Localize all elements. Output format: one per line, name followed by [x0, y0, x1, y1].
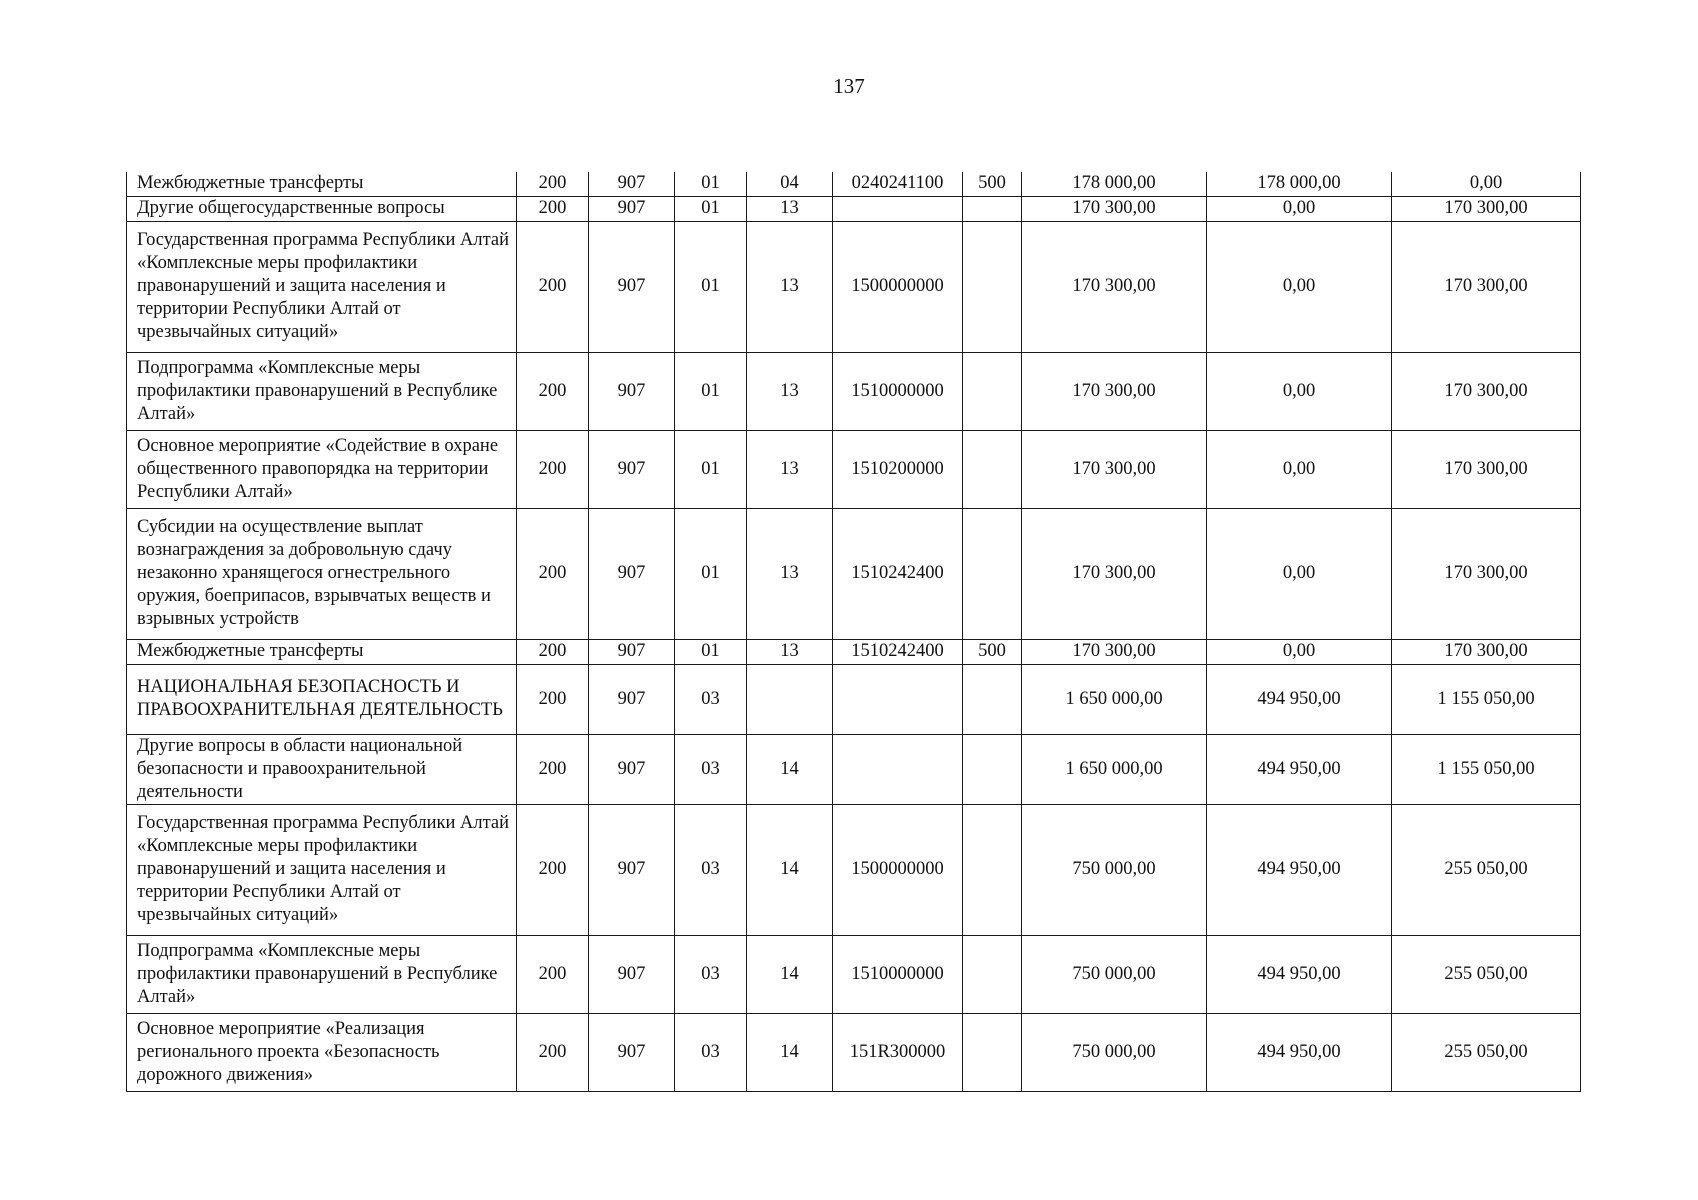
row-name-cell: Государственная программа Республики Алтай «Комплексные меры профилактики правонарушений и защита населения и территории Республики Алтай от чрезвычайных ситуаций» — [127, 804, 517, 935]
expense-type-cell: 500 — [963, 172, 1022, 196]
table-row — [127, 172, 1581, 196]
total-amount-cell: 1 650 000,00 — [1022, 664, 1207, 734]
subsection-cell: 13 — [747, 352, 833, 430]
section-cell: 03 — [675, 804, 747, 935]
row-name-cell: Межбюджетные трансферты — [127, 172, 517, 196]
row-name-cell: НАЦИОНАЛЬНАЯ БЕЗОПАСНОСТЬ И ПРАВООХРАНИТЕЛЬНАЯ ДЕЯТЕЛЬНОСТЬ — [127, 664, 517, 734]
page-number: 137 — [833, 74, 865, 98]
amount-cell-2: 0,00 — [1207, 639, 1392, 664]
table-row — [127, 508, 1581, 639]
ved-cell: 200 — [517, 352, 589, 430]
row-name-cell: Другие общегосударственные вопросы — [127, 196, 517, 221]
expense-type-cell: 500 — [963, 639, 1022, 664]
amount-cell-3: 170 300,00 — [1392, 352, 1581, 430]
total-amount-cell: 750 000,00 — [1022, 1013, 1207, 1091]
total-amount-cell: 170 300,00 — [1022, 196, 1207, 221]
target-article-cell: 1500000000 — [833, 221, 963, 352]
subsection-cell: 14 — [747, 1013, 833, 1091]
table-row — [127, 639, 1581, 664]
amount-cell-2: 494 950,00 — [1207, 664, 1392, 734]
expense-type-cell — [963, 430, 1022, 508]
section-cell: 03 — [675, 1013, 747, 1091]
subsection-cell: 13 — [747, 221, 833, 352]
code-cell: 907 — [589, 734, 675, 804]
target-article-cell: 1510242400 — [833, 639, 963, 664]
total-amount-cell: 170 300,00 — [1022, 221, 1207, 352]
amount-cell-2: 494 950,00 — [1207, 734, 1392, 804]
amount-cell-3: 255 050,00 — [1392, 935, 1581, 1013]
subsection-cell: 14 — [747, 935, 833, 1013]
row-name-cell: Основное мероприятие «Содействие в охране общественного правопорядка на территории Республики Алтай» — [127, 430, 517, 508]
amount-cell-3: 255 050,00 — [1392, 1013, 1581, 1091]
target-article-cell — [833, 664, 963, 734]
expense-type-cell — [963, 1013, 1022, 1091]
code-cell: 907 — [589, 804, 675, 935]
amount-cell-3: 1 155 050,00 — [1392, 664, 1581, 734]
subsection-cell: 04 — [747, 172, 833, 196]
ved-cell: 200 — [517, 664, 589, 734]
subsection-cell: 13 — [747, 430, 833, 508]
amount-cell-3: 170 300,00 — [1392, 430, 1581, 508]
table-row — [127, 1013, 1581, 1091]
target-article-cell: 1500000000 — [833, 804, 963, 935]
code-cell: 907 — [589, 430, 675, 508]
section-cell: 01 — [675, 221, 747, 352]
table-row — [127, 196, 1581, 221]
ved-cell: 200 — [517, 734, 589, 804]
total-amount-cell: 170 300,00 — [1022, 352, 1207, 430]
row-name-cell: Межбюджетные трансферты — [127, 639, 517, 664]
section-cell: 01 — [675, 430, 747, 508]
amount-cell-2: 0,00 — [1207, 352, 1392, 430]
total-amount-cell: 750 000,00 — [1022, 804, 1207, 935]
target-article-cell: 1510200000 — [833, 430, 963, 508]
code-cell: 907 — [589, 508, 675, 639]
row-name-cell: Другие вопросы в области национальной безопасности и правоохранительной деятельности — [127, 734, 517, 804]
expense-type-cell — [963, 221, 1022, 352]
section-cell: 01 — [675, 639, 747, 664]
total-amount-cell: 170 300,00 — [1022, 508, 1207, 639]
ved-cell: 200 — [517, 221, 589, 352]
total-amount-cell: 1 650 000,00 — [1022, 734, 1207, 804]
target-article-cell: 0240241100 — [833, 172, 963, 196]
expense-type-cell — [963, 352, 1022, 430]
section-cell: 03 — [675, 935, 747, 1013]
code-cell: 907 — [589, 639, 675, 664]
code-cell: 907 — [589, 172, 675, 196]
section-cell: 01 — [675, 508, 747, 639]
row-name-cell: Основное мероприятие «Реализация регионального проекта «Безопасность дорожного движения» — [127, 1013, 517, 1091]
amount-cell-2: 0,00 — [1207, 430, 1392, 508]
table-row — [127, 734, 1581, 804]
amount-cell-3: 0,00 — [1392, 172, 1581, 196]
total-amount-cell: 170 300,00 — [1022, 639, 1207, 664]
total-amount-cell: 170 300,00 — [1022, 430, 1207, 508]
ved-cell: 200 — [517, 935, 589, 1013]
amount-cell-2: 494 950,00 — [1207, 935, 1392, 1013]
code-cell: 907 — [589, 935, 675, 1013]
amount-cell-3: 170 300,00 — [1392, 508, 1581, 639]
row-name-cell: Государственная программа Республики Алтай «Комплексные меры профилактики правонарушений и защита населения и территории Республики Алтай от чрезвычайных ситуаций» — [127, 221, 517, 352]
table-row — [127, 221, 1581, 352]
amount-cell-2: 0,00 — [1207, 508, 1392, 639]
ved-cell: 200 — [517, 508, 589, 639]
code-cell: 907 — [589, 1013, 675, 1091]
target-article-cell: 151R300000 — [833, 1013, 963, 1091]
subsection-cell — [747, 664, 833, 734]
expense-type-cell — [963, 664, 1022, 734]
row-name-cell: Подпрограмма «Комплексные меры профилактики правонарушений в Республике Алтай» — [127, 352, 517, 430]
expense-type-cell — [963, 734, 1022, 804]
subsection-cell: 14 — [747, 734, 833, 804]
subsection-cell: 13 — [747, 196, 833, 221]
table-row — [127, 430, 1581, 508]
amount-cell-2: 494 950,00 — [1207, 804, 1392, 935]
total-amount-cell: 178 000,00 — [1022, 172, 1207, 196]
table-row — [127, 804, 1581, 935]
amount-cell-3: 255 050,00 — [1392, 804, 1581, 935]
section-cell: 01 — [675, 352, 747, 430]
target-article-cell — [833, 734, 963, 804]
table-row — [127, 352, 1581, 430]
code-cell: 907 — [589, 664, 675, 734]
section-cell: 01 — [675, 172, 747, 196]
total-amount-cell: 750 000,00 — [1022, 935, 1207, 1013]
amount-cell-3: 170 300,00 — [1392, 196, 1581, 221]
row-name-cell: Субсидии на осуществление выплат вознаграждения за добровольную сдачу незаконно хранящегося огнестрельного оружия, боеприпасов, взрывчатых веществ и взрывных устройств — [127, 508, 517, 639]
ved-cell: 200 — [517, 639, 589, 664]
row-name-cell: Подпрограмма «Комплексные меры профилактики правонарушений в Республике Алтай» — [127, 935, 517, 1013]
target-article-cell: 1510000000 — [833, 352, 963, 430]
ved-cell: 200 — [517, 172, 589, 196]
amount-cell-3: 1 155 050,00 — [1392, 734, 1581, 804]
code-cell: 907 — [589, 196, 675, 221]
ved-cell: 200 — [517, 430, 589, 508]
ved-cell: 200 — [517, 196, 589, 221]
subsection-cell: 14 — [747, 804, 833, 935]
code-cell: 907 — [589, 352, 675, 430]
table-body — [127, 172, 1581, 1091]
expense-type-cell — [963, 804, 1022, 935]
ved-cell: 200 — [517, 1013, 589, 1091]
expense-type-cell — [963, 196, 1022, 221]
section-cell: 03 — [675, 734, 747, 804]
target-article-cell — [833, 196, 963, 221]
amount-cell-2: 494 950,00 — [1207, 1013, 1392, 1091]
target-article-cell: 1510000000 — [833, 935, 963, 1013]
section-cell: 01 — [675, 196, 747, 221]
table-row — [127, 664, 1581, 734]
expense-type-cell — [963, 935, 1022, 1013]
amount-cell-2: 0,00 — [1207, 196, 1392, 221]
subsection-cell: 13 — [747, 508, 833, 639]
amount-cell-2: 0,00 — [1207, 221, 1392, 352]
expense-type-cell — [963, 508, 1022, 639]
target-article-cell: 1510242400 — [833, 508, 963, 639]
section-cell: 03 — [675, 664, 747, 734]
amount-cell-3: 170 300,00 — [1392, 221, 1581, 352]
ved-cell: 200 — [517, 804, 589, 935]
amount-cell-2: 178 000,00 — [1207, 172, 1392, 196]
table-row — [127, 935, 1581, 1013]
code-cell: 907 — [589, 221, 675, 352]
subsection-cell: 13 — [747, 639, 833, 664]
amount-cell-3: 170 300,00 — [1392, 639, 1581, 664]
budget-table — [126, 172, 1581, 1092]
